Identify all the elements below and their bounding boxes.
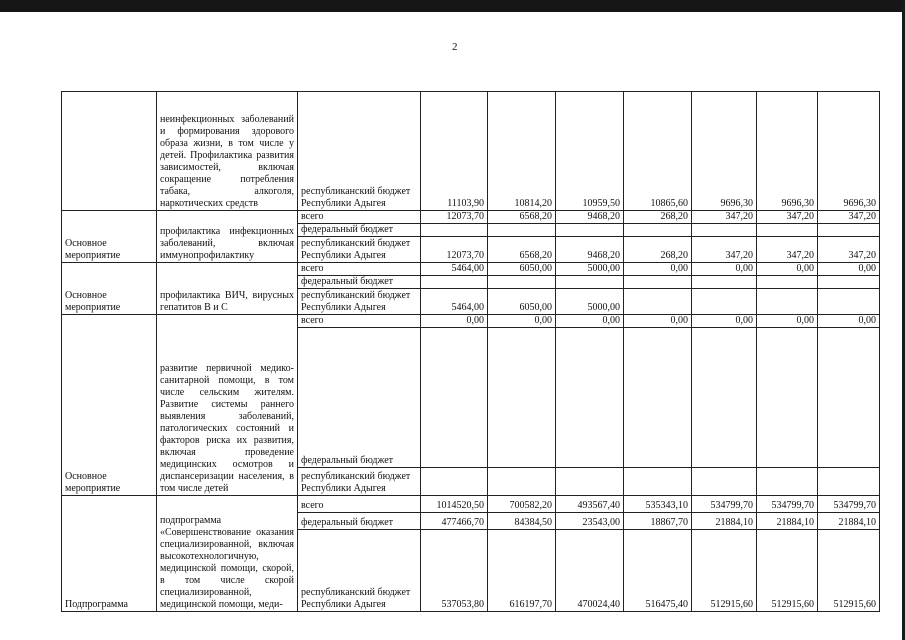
amount-cell: 21884,10 xyxy=(692,513,757,530)
amount-cell: 512915,60 xyxy=(818,530,880,612)
amount-cell: 10814,20 xyxy=(488,92,556,211)
funding-source: федеральный бюджет xyxy=(298,513,421,530)
amount-cell: 84384,50 xyxy=(488,513,556,530)
amount-cell: 10959,50 xyxy=(556,92,624,211)
amount-cell: 516475,40 xyxy=(624,530,692,612)
amount-cell: 347,20 xyxy=(757,211,818,224)
amount-cell: 0,00 xyxy=(624,315,692,328)
row-category: Основное мероприятие xyxy=(62,263,157,315)
funding-source: республиканский бюджет Республики Адыгея xyxy=(298,237,421,263)
amount-cell: 512915,60 xyxy=(692,530,757,612)
amount-cell xyxy=(818,224,880,237)
amount-cell: 21884,10 xyxy=(818,513,880,530)
funding-source: всего xyxy=(298,496,421,513)
amount-cell: 268,20 xyxy=(624,237,692,263)
amount-cell: 470024,40 xyxy=(556,530,624,612)
row-category xyxy=(62,92,157,211)
amount-cell: 347,20 xyxy=(757,237,818,263)
amount-cell xyxy=(488,468,556,496)
amount-cell: 9468,20 xyxy=(556,211,624,224)
amount-cell xyxy=(692,468,757,496)
amount-cell: 534799,70 xyxy=(818,496,880,513)
amount-cell xyxy=(488,276,556,289)
table-row xyxy=(62,211,880,224)
amount-cell: 534799,70 xyxy=(692,496,757,513)
amount-cell xyxy=(488,328,556,468)
row-category: Основное мероприятие xyxy=(62,211,157,263)
funding-source: всего xyxy=(298,315,421,328)
amount-cell xyxy=(624,289,692,315)
row-category: Подпрограмма xyxy=(62,496,157,612)
amount-cell xyxy=(692,276,757,289)
amount-cell: 0,00 xyxy=(692,263,757,276)
amount-cell: 5000,00 xyxy=(556,289,624,315)
amount-cell xyxy=(421,468,488,496)
scan-top-border xyxy=(0,0,905,12)
row-category: Основное мероприятие xyxy=(62,315,157,496)
amount-cell: 6568,20 xyxy=(488,237,556,263)
funding-source: республиканский бюджет Республики Адыгея xyxy=(298,92,421,211)
table-row xyxy=(62,496,880,513)
amount-cell: 5464,00 xyxy=(421,289,488,315)
amount-cell xyxy=(818,276,880,289)
amount-cell: 9696,30 xyxy=(757,92,818,211)
amount-cell xyxy=(624,468,692,496)
amount-cell xyxy=(421,328,488,468)
amount-cell: 347,20 xyxy=(818,211,880,224)
funding-source: всего xyxy=(298,263,421,276)
budget-table xyxy=(61,91,880,612)
amount-cell xyxy=(757,224,818,237)
amount-cell: 0,00 xyxy=(556,315,624,328)
amount-cell xyxy=(692,224,757,237)
amount-cell: 6568,20 xyxy=(488,211,556,224)
amount-cell xyxy=(692,328,757,468)
amount-cell: 347,20 xyxy=(692,237,757,263)
amount-cell: 12073,70 xyxy=(421,211,488,224)
amount-cell: 616197,70 xyxy=(488,530,556,612)
amount-cell: 477466,70 xyxy=(421,513,488,530)
funding-source: республиканский бюджет Республики Адыгея xyxy=(298,289,421,315)
amount-cell: 11103,90 xyxy=(421,92,488,211)
amount-cell: 9696,30 xyxy=(692,92,757,211)
amount-cell: 0,00 xyxy=(757,263,818,276)
amount-cell: 5464,00 xyxy=(421,263,488,276)
amount-cell: 12073,70 xyxy=(421,237,488,263)
amount-cell: 1014520,50 xyxy=(421,496,488,513)
amount-cell: 5000,00 xyxy=(556,263,624,276)
amount-cell: 0,00 xyxy=(818,263,880,276)
amount-cell xyxy=(692,289,757,315)
row-description: неинфекционных заболеваний и формирования здорового образа жизни, в том числе у детей. Профилактика развития зависимостей, включая сокращение потребления табака, алкоголя, наркотических средств xyxy=(157,92,298,211)
row-description: профилактика ВИЧ, вирусных гепатитов В и С xyxy=(157,263,298,315)
amount-cell: 512915,60 xyxy=(757,530,818,612)
amount-cell xyxy=(818,289,880,315)
amount-cell: 0,00 xyxy=(818,315,880,328)
amount-cell xyxy=(757,276,818,289)
amount-cell: 535343,10 xyxy=(624,496,692,513)
funding-source: федеральный бюджет xyxy=(298,276,421,289)
amount-cell xyxy=(556,224,624,237)
amount-cell: 9696,30 xyxy=(818,92,880,211)
amount-cell xyxy=(757,289,818,315)
amount-cell: 6050,00 xyxy=(488,263,556,276)
amount-cell xyxy=(421,276,488,289)
funding-source: федеральный бюджет xyxy=(298,224,421,237)
row-description: развитие первичной медико-санитарной помощи, в том числе сельским жителям. Развитие системы раннего выявления заболеваний, патологических состояний и факторов риска их развития, включая проведение медицинских осмотров и диспансеризации населения, в том числе детей xyxy=(157,315,298,496)
page-number: 2 xyxy=(452,41,458,53)
amount-cell: 700582,20 xyxy=(488,496,556,513)
amount-cell: 0,00 xyxy=(488,315,556,328)
amount-cell xyxy=(624,276,692,289)
amount-cell xyxy=(556,276,624,289)
amount-cell: 21884,10 xyxy=(757,513,818,530)
amount-cell: 268,20 xyxy=(624,211,692,224)
table-body xyxy=(62,92,880,612)
amount-cell xyxy=(818,328,880,468)
amount-cell xyxy=(818,468,880,496)
funding-source: республиканский бюджет Республики Адыгея xyxy=(298,530,421,612)
amount-cell: 534799,70 xyxy=(757,496,818,513)
amount-cell: 347,20 xyxy=(692,211,757,224)
amount-cell xyxy=(556,468,624,496)
amount-cell xyxy=(624,224,692,237)
amount-cell: 6050,00 xyxy=(488,289,556,315)
amount-cell: 0,00 xyxy=(624,263,692,276)
amount-cell: 0,00 xyxy=(421,315,488,328)
row-description: подпрограмма «Совершенствование оказания специализированной, включая высокотехнологичную, медицинской помощи, скорой, в том числе скорой специализированной, медицинской помощи, меди- xyxy=(157,496,298,612)
table-row xyxy=(62,263,880,276)
funding-source: республиканский бюджет Республики Адыгея xyxy=(298,468,421,496)
amount-cell: 23543,00 xyxy=(556,513,624,530)
amount-cell xyxy=(757,328,818,468)
funding-source: всего xyxy=(298,211,421,224)
amount-cell xyxy=(624,328,692,468)
amount-cell: 9468,20 xyxy=(556,237,624,263)
amount-cell xyxy=(556,328,624,468)
amount-cell: 537053,80 xyxy=(421,530,488,612)
amount-cell: 0,00 xyxy=(692,315,757,328)
row-description: профилактика инфекционных заболеваний, включая иммунопрофилактику xyxy=(157,211,298,263)
funding-source: федеральный бюджет xyxy=(298,328,421,468)
table-row xyxy=(62,92,880,211)
amount-cell: 0,00 xyxy=(757,315,818,328)
amount-cell xyxy=(757,468,818,496)
amount-cell: 10865,60 xyxy=(624,92,692,211)
table-row xyxy=(62,315,880,328)
amount-cell xyxy=(488,224,556,237)
amount-cell: 493567,40 xyxy=(556,496,624,513)
amount-cell xyxy=(421,224,488,237)
amount-cell: 347,20 xyxy=(818,237,880,263)
amount-cell: 18867,70 xyxy=(624,513,692,530)
